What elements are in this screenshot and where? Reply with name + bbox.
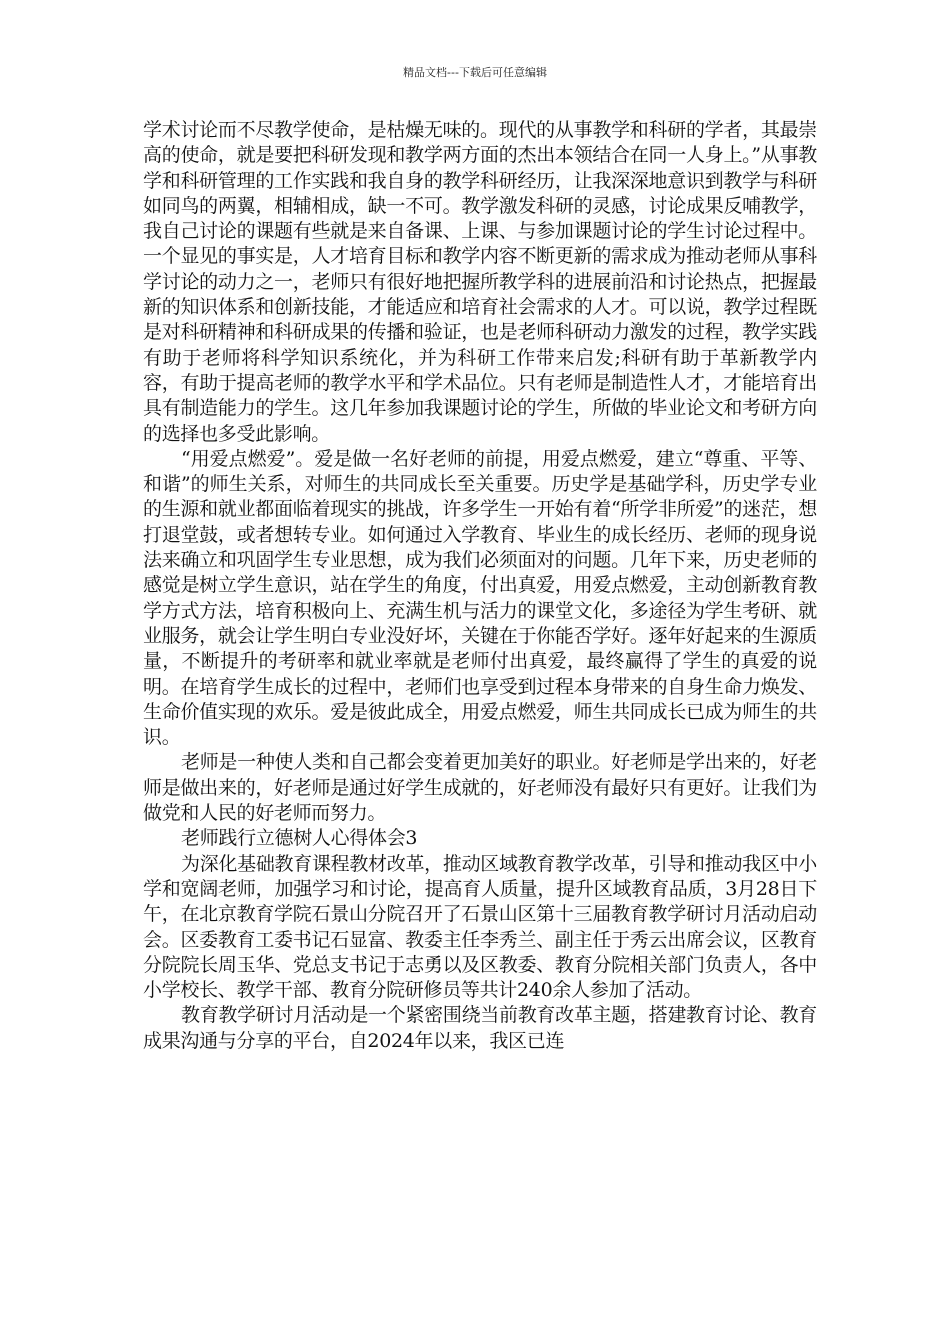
page-header: 精品文档---下载后可任意编辑 [403,66,547,79]
section-heading: 老师践行立德树人心得体会3 [181,827,418,850]
paragraph-good-teacher: 老师是一种使人类和自己都会变着更加美好的职业。好老师是学出来的，好老师是做出来的，好老师是通过好学生成就的，好老师没有最好只有更好。让我们为做党和人民的好老师而努力。 [143,751,817,825]
paragraph-research-month-platform: 教育教学研讨月活动是一个紧密围绕当前教育改革主题，搭建教育讨论、教育成果沟通与分享的平台，自2024年以来，我区已连 [143,1004,817,1052]
paragraph-love-ignites-love: “用爱点燃爱”。爱是做一名好老师的前提，用爱点燃爱，建立“尊重、平等、和谐”的师生关系，对师生的共同成长至关重要。历史学是基础学科，历史学专业的生源和就业都面临着现实的挑战，许多学生一开始有着“所学非所爱”的迷茫，想打退堂鼓，或者想转专业。如何通过入学教育、毕业生的成长经历、老师的现身说法来确立和巩固学生专业思想，成为我们必须面对的问题。几年下来，历史老师的感觉是树立学生意识，站在学生的角度，付出真爱，用爱点燃爱，主动创新教育教学方式方法，培育积极向上、充满生机与活力的课堂文化，多途径为学生考研、就业服务，就会让学生明白专业没好坏，关键在于你能否学好。逐年好起来的生源质量，不断提升的考研率和就业率就是老师付出真爱，最终赢得了学生的真爱的说明。在培育学生成长的过程中，老师们也享受到过程本身带来的自身生命力焕发、生命价值实现的欢乐。爱是彼此成全，用爱点燃爱，师生共同成长已成为师生的共识。 [143,447,817,749]
paragraph-teaching-research: 学术讨论而不尽教学使命，是枯燥无味的。现代的从事教学和科研的学者，其最崇高的使命，就是要把科研发现和教学两方面的杰出本领结合在同一人身上。”从事教学和科研管理的工作实践和我自身的教学科研经历，让我深深地意识到教学与科研如同鸟的两翼，相辅相成，缺一不可。教学激发科研的灵感，讨论成果反哺教学，我自己讨论的课题有些就是来自备课、上课、与参加课题讨论的学生讨论过程中。一个显见的事实是，人才培育目标和教学内容不断更新的需求成为推动老师从事科学讨论的动力之一，老师只有很好地把握所教学科的进展前沿和讨论热点，把握最新的知识体系和创新技能，才能适应和培育社会需求的人才。可以说，教学过程既是对科研精神和科研成果的传播和验证，也是老师科研动力激发的过程，教学实践有助于老师将科学知识系统化，并为科研工作带来启发;科研有助于革新教学内容，有助于提高老师的教学水平和学术品位。只有老师是制造性人才，才能培育出具有制造能力的学生。这几年参加我课题讨论的学生，所做的毕业论文和考研方向的选择也多受此影响。 [143,119,817,445]
paragraph-research-month-kickoff: 为深化基础教育课程教材改革，推动区域教育教学改革，引导和推动我区中小学和宽阔老师，加强学习和讨论，提高育人质量，提升区域教育品质，3月28日下午，在北京教育学院石景山分院召开了石景山区第十三届教育教学研讨月活动启动会。区委教育工委书记石显富、教委主任李秀兰、副主任于秀云出席会议，区教育分院院长周玉华、党总支书记于志勇以及区教委、教育分院相关部门负责人，各中小学校长、教学干部、教育分院研修员等共计240余人参加了活动。 [143,852,817,1002]
document-body [143,118,817,1054]
